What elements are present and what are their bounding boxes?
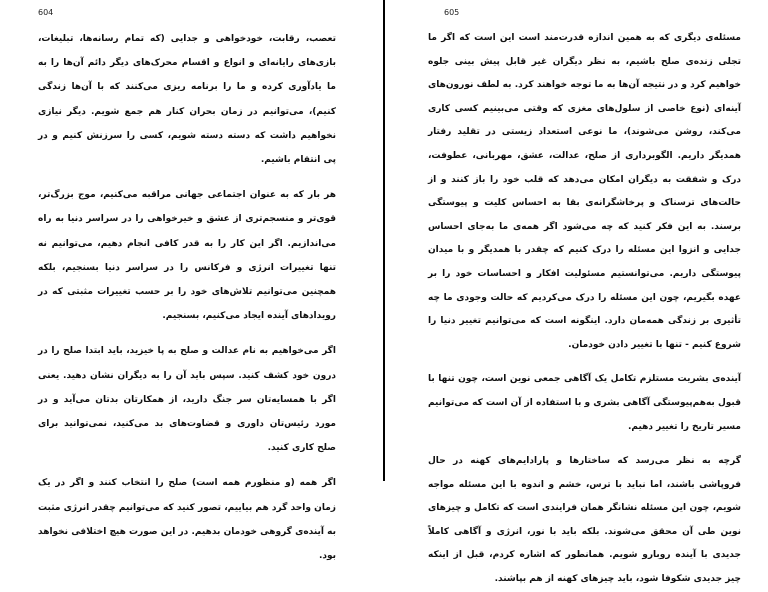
page-number: 604 xyxy=(38,8,54,17)
paragraph: اگر همه (و منظورم همه است) صلح را انتخاب کنند و اگر در یک زمان واحد گرد هم بیاییم، تصور کنید که می‌توانیم چقدر انرژی مثبت به آینده‌ی گروهی خودمان بدهیم. در این صورت هیچ اختلافی نخواهد بود. xyxy=(38,478,336,562)
left-page xyxy=(0,0,384,562)
paragraph: هر بار که به عنوان اجتماعی جهانی مراقبه می‌کنیم، موج بزرگ‌تر، قوی‌تر و منسجم‌تری از عشق و خیرخواهی را در سراسر دنیا به راه می‌اندازیم. اگر این کار را به قدر کافی انجام دهیم، می‌توانیم نه تنها تغییرات انرژی و فرکانس را در سراسر دنیا بسنجیم، بلکه همچنین می‌توانیم تلاش‌های خود را بر حسب تغییرات مثبتی که در رویدادهای آینده ایجاد می‌کنیم، بسنجیم. xyxy=(38,190,336,322)
right-page xyxy=(384,0,768,585)
paragraph: اگر می‌خواهیم به نام عدالت و صلح به پا خیزید، باید ابتدا صلح را در درون خود کشف کنید. سپس باید آن را به دیگران نشان دهید. یعنی اگر با همسایه‌تان سر جنگ دارید، از همکارتان بدتان می‌آید و در مورد رئیس‌تان داوری و قضاوت‌های بد می‌کنید، نمی‌توانید برای صلح کاری کنید. xyxy=(38,346,336,454)
paragraph: مسئله‌ی دیگری که به همین اندازه قدرت‌مند است این است که اگر ما تجلی زنده‌ی صلح باشیم، به نظر دیگران غیر قابل پیش بینی جلوه خواهیم کرد و در نتیجه آن‌ها به ما توجه خواهند کرد. به لطف نورون‌های آینه‌ای (نوع خاصی از سلول‌های مغزی که وقتی می‌بینیم کسی کاری می‌کند، روشن می‌شوند)، ما نوعی استعداد زیستی در تقلید رفتار همدیگر داریم. الگوبرداری از صلح، عدالت، عشق، مهربانی، عطوفت، درک و شفقت به دیگران امکان می‌دهد که قلب خود را باز کنند و از حالت‌های ترسناک و پرخاشگرانه‌ی بقا به احساس کلیت و پیوستگی برسند. به این فکر کنید که چه می‌شود اگر همه‌ی ما به‌جای احساس جدایی و انزوا این مسئله را درک کنیم که چقدر با همدیگر و با میدان پیوستگی داریم. می‌توانستیم مسئولیت افکار و احساسات خود را بر عهده بگیریم، چون این مسئله را درک می‌کردیم که حالت وجودی ما چه تأثیری بر زندگی همه‌مان دارد. اینگونه است که می‌توانیم تغییر دنیا را شروع کنیم - تنها با تغییر دادن خودمان. xyxy=(428,33,741,350)
paragraph: گرچه به نظر می‌رسد که ساختارها و پارادایم‌های کهنه در حال فروپاشی باشند، اما نباید با ترس، خشم و اندوه با این مسئله مواجه شویم، چون این مسئله نشانگر همان فرایندی است که تکامل و چیزهای نوین طی آن محقق می‌شوند. بلکه باید با نور، انرژی و آگاهی کاملاً جدیدی با آینده روبارو شویم. همانطور که اشاره کردم، قبل از اینکه چیز جدیدی شکوفا شود، باید چیزهای کهنه از هم بپاشند. xyxy=(428,456,741,585)
page-number: 605 xyxy=(444,8,460,17)
paragraph: آینده‌ی بشریت مستلزم تکامل یک آگاهی جمعی نوین است، چون تنها با قبول به‌هم‌پیوستگی آگاهی بشری و با استفاده از آن است که می‌توانیم مسیر تاریخ را تغییر دهیم. xyxy=(428,374,741,432)
paragraph: تعصب، رقابت، خودخواهی و جدایی (که تمام رسانه‌ها، تبلیغات، بازی‌های رایانه‌ای و انواع و اقسام محرک‌های دیگر دائم آن‌ها را به ما یادآوری کرده و ما را برنامه ریزی می‌کنند که با آن‌ها زندگی کنیم)، می‌توانیم در زمان بحران کنار هم جمع شویم. دیگر نیازی نخواهیم داشت که دسته دسته شویم، کسی را سرزنش کنیم و در پی انتقام باشیم. xyxy=(38,34,336,166)
